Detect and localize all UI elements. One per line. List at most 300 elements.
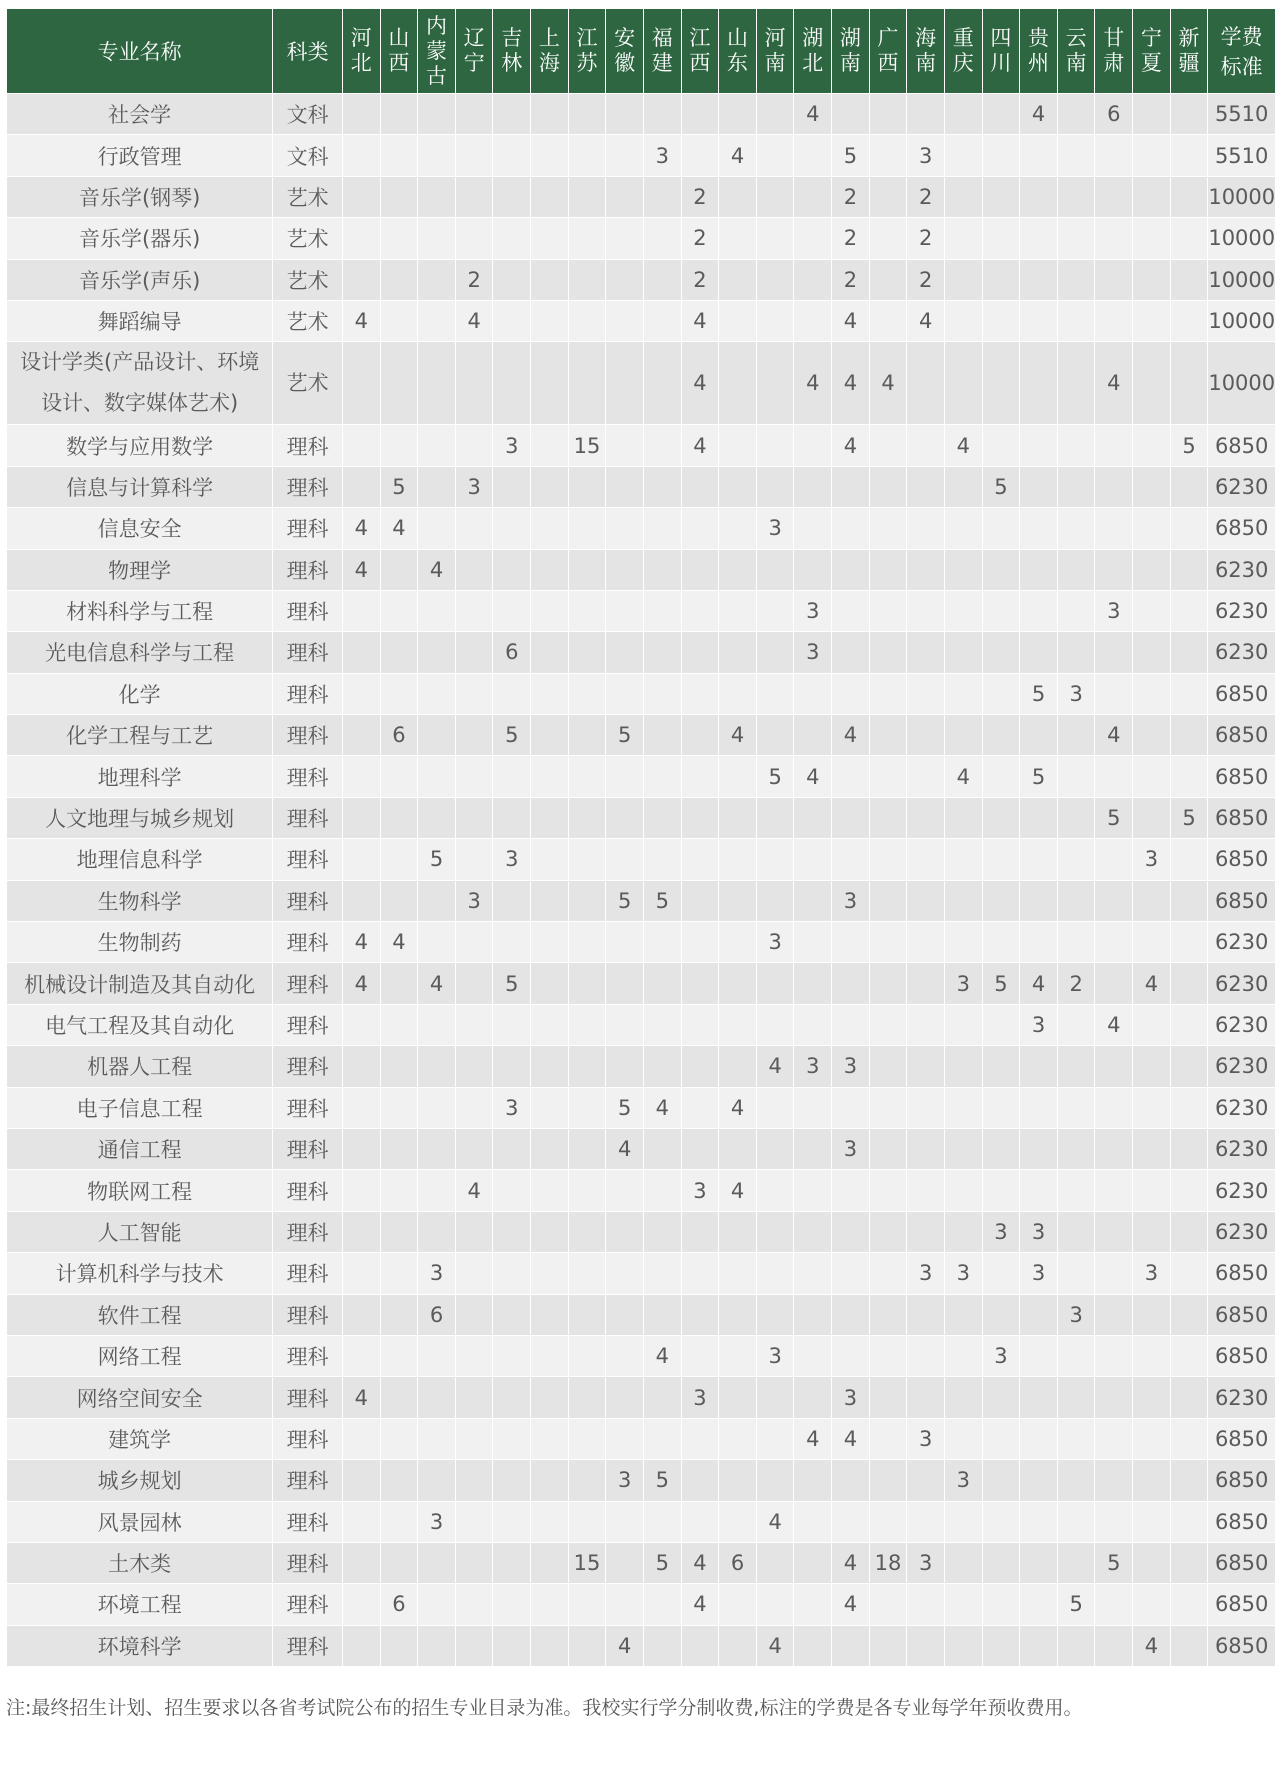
quota-cell: 3 xyxy=(1020,1253,1058,1294)
quota-cell: 2 xyxy=(907,259,945,300)
quota-cell xyxy=(531,797,569,838)
fee-cell: 6850 xyxy=(1208,673,1276,714)
quota-cell xyxy=(681,466,719,507)
quota-cell xyxy=(756,1170,794,1211)
quota-cell xyxy=(794,135,832,176)
quota-cell xyxy=(1095,922,1133,963)
major-name-cell: 机械设计制造及其自动化 xyxy=(7,963,273,1004)
quota-cell xyxy=(1170,632,1208,673)
quota-cell xyxy=(681,1004,719,1045)
quota-cell xyxy=(643,963,681,1004)
major-name-cell: 物联网工程 xyxy=(7,1170,273,1211)
major-name-cell: 环境科学 xyxy=(7,1625,273,1666)
quota-cell xyxy=(493,466,531,507)
quota-cell xyxy=(944,880,982,921)
quota-cell xyxy=(455,549,493,590)
category-cell: 理科 xyxy=(273,1501,343,1542)
fee-cell: 6230 xyxy=(1208,549,1276,590)
quota-cell xyxy=(643,508,681,549)
quota-cell xyxy=(455,1335,493,1376)
quota-cell xyxy=(681,94,719,135)
quota-cell xyxy=(568,839,606,880)
quota-cell: 2 xyxy=(455,259,493,300)
quota-cell xyxy=(907,963,945,1004)
quota-cell xyxy=(1020,466,1058,507)
quota-cell xyxy=(380,300,418,341)
quota-cell xyxy=(1020,1335,1058,1376)
quota-cell xyxy=(1020,590,1058,631)
quota-cell xyxy=(568,1460,606,1501)
quota-cell xyxy=(907,549,945,590)
quota-cell xyxy=(681,1211,719,1252)
quota-cell xyxy=(606,1004,644,1045)
quota-cell xyxy=(869,1046,907,1087)
quota-cell xyxy=(1020,1128,1058,1169)
table-row xyxy=(7,756,1276,797)
quota-cell xyxy=(1020,839,1058,880)
quota-cell xyxy=(869,176,907,217)
quota-cell xyxy=(568,508,606,549)
quota-cell xyxy=(869,218,907,259)
quota-cell: 2 xyxy=(907,176,945,217)
quota-cell xyxy=(681,922,719,963)
quota-cell xyxy=(982,135,1020,176)
quota-cell xyxy=(606,963,644,1004)
quota-cell xyxy=(418,176,456,217)
table-row xyxy=(7,963,1276,1004)
quota-cell xyxy=(493,1004,531,1045)
table-row xyxy=(7,1418,1276,1459)
quota-cell xyxy=(1057,839,1095,880)
quota-cell xyxy=(1057,1004,1095,1045)
quota-cell xyxy=(380,1046,418,1087)
quota-cell xyxy=(531,1004,569,1045)
quota-cell: 4 xyxy=(832,715,870,756)
quota-cell xyxy=(380,1625,418,1666)
quota-cell xyxy=(756,1004,794,1045)
quota-cell: 3 xyxy=(756,922,794,963)
category-cell: 理科 xyxy=(273,1211,343,1252)
quota-cell xyxy=(568,1584,606,1625)
quota-cell: 3 xyxy=(832,1128,870,1169)
quota-cell xyxy=(1133,259,1171,300)
quota-cell xyxy=(493,549,531,590)
quota-cell: 4 xyxy=(606,1625,644,1666)
quota-cell xyxy=(1095,466,1133,507)
quota-cell xyxy=(568,1625,606,1666)
quota-cell: 5 xyxy=(643,1460,681,1501)
quota-cell xyxy=(756,466,794,507)
quota-cell xyxy=(531,1460,569,1501)
quota-cell xyxy=(869,1170,907,1211)
quota-cell xyxy=(1057,1418,1095,1459)
quota-cell xyxy=(944,1377,982,1418)
quota-cell xyxy=(907,1211,945,1252)
quota-cell xyxy=(568,632,606,673)
quota-cell xyxy=(1020,1501,1058,1542)
quota-cell xyxy=(1133,218,1171,259)
quota-cell: 3 xyxy=(681,1377,719,1418)
quota-cell xyxy=(982,259,1020,300)
quota-cell xyxy=(380,342,418,425)
quota-cell xyxy=(380,135,418,176)
quota-cell xyxy=(418,797,456,838)
header-province: 辽 宁 xyxy=(455,9,493,94)
quota-cell xyxy=(380,1542,418,1583)
quota-cell xyxy=(380,1004,418,1045)
quota-cell xyxy=(606,508,644,549)
quota-cell xyxy=(643,1501,681,1542)
quota-cell xyxy=(493,797,531,838)
quota-cell xyxy=(982,218,1020,259)
quota-cell: 2 xyxy=(832,218,870,259)
quota-cell xyxy=(1170,1046,1208,1087)
quota-cell xyxy=(681,549,719,590)
quota-cell xyxy=(531,756,569,797)
quota-cell xyxy=(907,1087,945,1128)
quota-cell xyxy=(1095,1087,1133,1128)
fee-cell: 6230 xyxy=(1208,963,1276,1004)
quota-cell: 4 xyxy=(643,1087,681,1128)
table-row xyxy=(7,1004,1276,1045)
quota-cell xyxy=(719,632,757,673)
quota-cell xyxy=(455,1253,493,1294)
quota-cell: 4 xyxy=(1133,963,1171,1004)
quota-cell xyxy=(1170,1211,1208,1252)
quota-cell xyxy=(907,590,945,631)
quota-cell xyxy=(380,839,418,880)
quota-cell xyxy=(756,176,794,217)
table-row xyxy=(7,1460,1276,1501)
table-row xyxy=(7,176,1276,217)
category-cell: 理科 xyxy=(273,508,343,549)
quota-cell xyxy=(681,632,719,673)
quota-cell xyxy=(794,1087,832,1128)
quota-cell xyxy=(982,1501,1020,1542)
quota-cell xyxy=(982,797,1020,838)
quota-cell xyxy=(719,1460,757,1501)
quota-cell xyxy=(1133,922,1171,963)
quota-cell xyxy=(342,880,380,921)
quota-cell xyxy=(531,1377,569,1418)
table-row xyxy=(7,1377,1276,1418)
quota-cell xyxy=(1133,1004,1171,1045)
quota-cell xyxy=(794,1542,832,1583)
quota-cell xyxy=(756,1294,794,1335)
quota-cell xyxy=(1170,839,1208,880)
quota-cell xyxy=(907,673,945,714)
quota-cell xyxy=(1057,94,1095,135)
quota-cell xyxy=(982,300,1020,341)
quota-cell xyxy=(907,508,945,549)
quota-cell xyxy=(1170,1542,1208,1583)
quota-cell xyxy=(380,1170,418,1211)
quota-cell xyxy=(1057,880,1095,921)
quota-cell xyxy=(606,590,644,631)
quota-cell xyxy=(643,425,681,466)
quota-cell xyxy=(531,922,569,963)
quota-cell xyxy=(681,508,719,549)
category-cell: 理科 xyxy=(273,963,343,1004)
quota-cell xyxy=(643,1294,681,1335)
fee-cell: 5510 xyxy=(1208,94,1276,135)
quota-cell xyxy=(643,1253,681,1294)
quota-cell xyxy=(832,1460,870,1501)
quota-cell xyxy=(907,1335,945,1376)
table-row xyxy=(7,135,1276,176)
quota-cell xyxy=(719,590,757,631)
quota-cell xyxy=(1095,1418,1133,1459)
quota-cell: 5 xyxy=(1020,756,1058,797)
quota-cell xyxy=(681,1418,719,1459)
quota-cell xyxy=(493,508,531,549)
table-row xyxy=(7,922,1276,963)
quota-cell xyxy=(1170,466,1208,507)
header-province: 海 南 xyxy=(907,9,945,94)
quota-cell xyxy=(342,1253,380,1294)
quota-cell xyxy=(907,1294,945,1335)
quota-cell: 4 xyxy=(756,1625,794,1666)
header-province: 甘 肃 xyxy=(1095,9,1133,94)
quota-cell xyxy=(907,1170,945,1211)
quota-cell xyxy=(982,1046,1020,1087)
quota-cell xyxy=(1170,673,1208,714)
quota-cell xyxy=(1170,963,1208,1004)
category-cell: 理科 xyxy=(273,632,343,673)
quota-cell: 3 xyxy=(1133,1253,1171,1294)
quota-cell xyxy=(531,590,569,631)
quota-cell xyxy=(643,259,681,300)
quota-cell xyxy=(380,632,418,673)
quota-cell xyxy=(794,922,832,963)
quota-cell: 3 xyxy=(794,1046,832,1087)
quota-cell xyxy=(643,94,681,135)
quota-cell xyxy=(832,756,870,797)
quota-cell xyxy=(1095,1377,1133,1418)
quota-cell: 3 xyxy=(418,1253,456,1294)
quota-cell xyxy=(1133,673,1171,714)
major-name-cell: 通信工程 xyxy=(7,1128,273,1169)
quota-cell xyxy=(418,1087,456,1128)
quota-cell xyxy=(1133,1170,1171,1211)
quota-cell: 4 xyxy=(342,963,380,1004)
table-row xyxy=(7,673,1276,714)
header-province: 上 海 xyxy=(531,9,569,94)
quota-cell xyxy=(606,797,644,838)
quota-cell xyxy=(1057,1542,1095,1583)
quota-cell xyxy=(1170,1377,1208,1418)
quota-cell: 4 xyxy=(756,1501,794,1542)
quota-cell: 4 xyxy=(681,425,719,466)
quota-cell: 3 xyxy=(606,1460,644,1501)
quota-cell xyxy=(418,1460,456,1501)
quota-cell xyxy=(832,673,870,714)
quota-cell: 4 xyxy=(1133,1625,1171,1666)
quota-cell xyxy=(493,1335,531,1376)
quota-cell: 5 xyxy=(606,1087,644,1128)
quota-cell xyxy=(455,1584,493,1625)
quota-cell: 3 xyxy=(681,1170,719,1211)
quota-cell xyxy=(982,880,1020,921)
quota-cell xyxy=(493,1170,531,1211)
quota-cell xyxy=(493,1584,531,1625)
quota-cell xyxy=(982,632,1020,673)
quota-cell xyxy=(982,508,1020,549)
quota-cell xyxy=(380,673,418,714)
quota-cell: 4 xyxy=(1020,963,1058,1004)
quota-cell: 4 xyxy=(681,342,719,425)
quota-cell xyxy=(1020,1294,1058,1335)
fee-cell: 10000 xyxy=(1208,300,1276,341)
quota-cell xyxy=(606,673,644,714)
quota-cell xyxy=(869,756,907,797)
fee-cell: 6850 xyxy=(1208,1625,1276,1666)
quota-cell: 4 xyxy=(832,300,870,341)
quota-cell xyxy=(944,1335,982,1376)
quota-cell xyxy=(719,756,757,797)
quota-cell xyxy=(1020,425,1058,466)
quota-cell: 4 xyxy=(342,300,380,341)
quota-cell xyxy=(643,1211,681,1252)
header-province: 贵 州 xyxy=(1020,9,1058,94)
quota-cell xyxy=(794,259,832,300)
quota-cell xyxy=(1057,1046,1095,1087)
table-row xyxy=(7,1211,1276,1252)
quota-cell: 4 xyxy=(418,963,456,1004)
quota-cell xyxy=(380,797,418,838)
quota-cell xyxy=(1057,1087,1095,1128)
quota-cell xyxy=(1020,1046,1058,1087)
fee-cell: 6230 xyxy=(1208,466,1276,507)
fee-cell: 6230 xyxy=(1208,1170,1276,1211)
quota-cell xyxy=(1095,1128,1133,1169)
quota-cell xyxy=(568,880,606,921)
quota-cell xyxy=(1170,1501,1208,1542)
header-province: 江 西 xyxy=(681,9,719,94)
fee-cell: 10000 xyxy=(1208,176,1276,217)
quota-cell xyxy=(944,1087,982,1128)
quota-cell xyxy=(832,1004,870,1045)
quota-cell xyxy=(982,1625,1020,1666)
quota-cell: 4 xyxy=(719,135,757,176)
quota-cell: 3 xyxy=(907,135,945,176)
quota-cell xyxy=(869,1625,907,1666)
category-cell: 艺术 xyxy=(273,176,343,217)
quota-cell xyxy=(1020,1584,1058,1625)
header-province: 山 西 xyxy=(380,9,418,94)
quota-cell: 3 xyxy=(1095,590,1133,631)
fee-cell: 6230 xyxy=(1208,1046,1276,1087)
header-major: 专业名称 xyxy=(7,9,273,94)
quota-cell xyxy=(1095,1170,1133,1211)
quota-cell xyxy=(1133,135,1171,176)
quota-cell xyxy=(418,590,456,631)
quota-cell xyxy=(493,218,531,259)
major-name-cell: 信息安全 xyxy=(7,508,273,549)
quota-cell xyxy=(1057,756,1095,797)
quota-cell: 3 xyxy=(982,1335,1020,1376)
quota-cell xyxy=(982,673,1020,714)
major-name-cell: 地理科学 xyxy=(7,756,273,797)
quota-cell: 5 xyxy=(606,715,644,756)
quota-cell xyxy=(1170,1294,1208,1335)
quota-cell xyxy=(756,963,794,1004)
quota-cell xyxy=(1095,1460,1133,1501)
quota-cell xyxy=(568,1046,606,1087)
quota-cell xyxy=(794,715,832,756)
quota-cell xyxy=(832,590,870,631)
quota-cell xyxy=(869,715,907,756)
fee-cell: 6230 xyxy=(1208,922,1276,963)
table-row xyxy=(7,632,1276,673)
quota-cell xyxy=(794,1253,832,1294)
quota-cell xyxy=(869,922,907,963)
quota-cell: 4 xyxy=(832,425,870,466)
quota-cell xyxy=(568,176,606,217)
quota-cell xyxy=(869,300,907,341)
quota-cell xyxy=(606,549,644,590)
quota-cell xyxy=(756,1418,794,1459)
category-cell: 理科 xyxy=(273,1377,343,1418)
major-name-cell: 风景园林 xyxy=(7,1501,273,1542)
quota-cell xyxy=(944,1004,982,1045)
quota-cell xyxy=(756,135,794,176)
quota-cell xyxy=(380,259,418,300)
category-cell: 艺术 xyxy=(273,218,343,259)
quota-cell xyxy=(606,1294,644,1335)
major-name-cell: 网络工程 xyxy=(7,1335,273,1376)
major-name-cell: 软件工程 xyxy=(7,1294,273,1335)
quota-cell xyxy=(681,1460,719,1501)
quota-cell xyxy=(342,1004,380,1045)
quota-cell xyxy=(1133,1460,1171,1501)
quota-cell: 3 xyxy=(643,135,681,176)
table-row xyxy=(7,715,1276,756)
quota-cell: 3 xyxy=(756,1335,794,1376)
fee-cell: 6850 xyxy=(1208,1542,1276,1583)
quota-cell xyxy=(794,425,832,466)
quota-cell xyxy=(1057,632,1095,673)
quota-cell xyxy=(1133,300,1171,341)
quota-cell xyxy=(606,466,644,507)
quota-cell xyxy=(380,94,418,135)
quota-cell xyxy=(1133,1584,1171,1625)
quota-cell xyxy=(606,1377,644,1418)
quota-cell xyxy=(982,425,1020,466)
quota-cell xyxy=(455,673,493,714)
quota-cell xyxy=(643,1418,681,1459)
quota-cell xyxy=(944,549,982,590)
quota-cell xyxy=(1095,880,1133,921)
quota-cell xyxy=(1133,1087,1171,1128)
quota-cell xyxy=(794,549,832,590)
quota-cell xyxy=(1170,300,1208,341)
quota-cell xyxy=(869,94,907,135)
category-cell: 理科 xyxy=(273,1294,343,1335)
quota-cell: 4 xyxy=(719,715,757,756)
quota-cell xyxy=(493,135,531,176)
quota-cell xyxy=(982,922,1020,963)
quota-cell xyxy=(643,1128,681,1169)
quota-cell: 3 xyxy=(455,880,493,921)
quota-cell xyxy=(944,673,982,714)
quota-cell xyxy=(493,590,531,631)
quota-cell xyxy=(982,1087,1020,1128)
quota-cell xyxy=(606,632,644,673)
quota-cell xyxy=(606,1335,644,1376)
quota-cell xyxy=(982,839,1020,880)
quota-cell: 5 xyxy=(1170,425,1208,466)
